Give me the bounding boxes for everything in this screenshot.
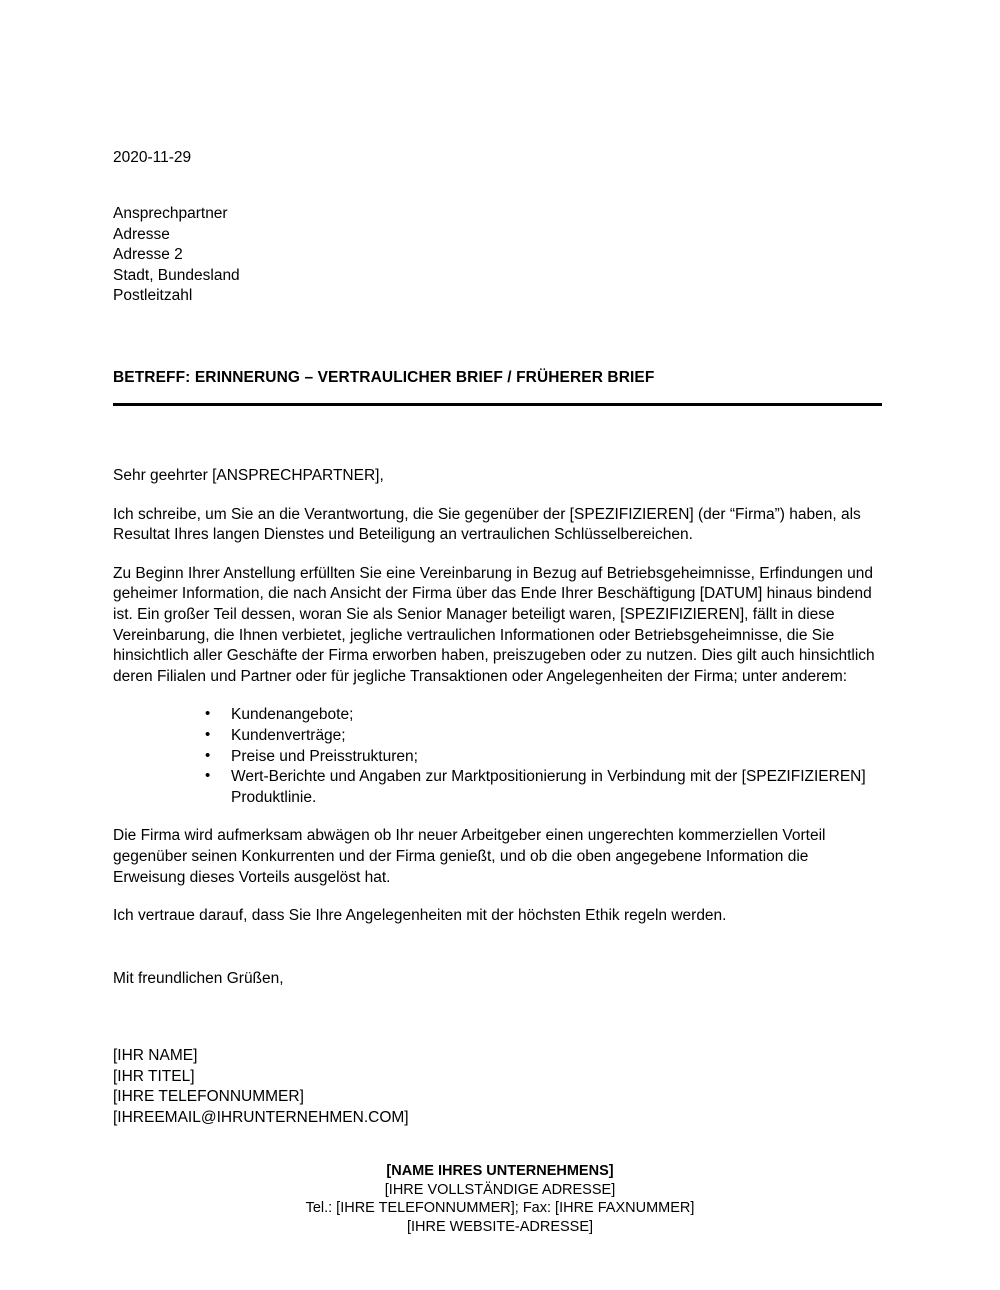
closing-spacer <box>113 945 883 969</box>
letter-date: 2020-11-29 <box>113 149 192 166</box>
footer-company-name: [NAME IHRES UNTERNEHMENS] <box>386 1163 614 1179</box>
letterhead-footer <box>0 1162 1000 1236</box>
recipient-address-block <box>113 204 240 307</box>
subject-block <box>113 368 883 406</box>
footer-website: [IHRE WEBSITE-ADRESSE] <box>406 1218 594 1235</box>
letter-body <box>113 466 883 1007</box>
signature-email: [IHREEMAIL@IHRUNTERNEHMEN.COM] <box>113 1108 409 1126</box>
subject-line: BETREFF: ERINNERUNG – VERTRAULICHER BRIEF / FRÜHERER BRIEF <box>113 369 655 386</box>
body-paragraph: Ich schreibe, um Sie an die Verantwortung, die Sie gegenüber der [SPEZIFIZIEREN] (der “Firma”) haben, als Resultat Ihres langen Dienstes und Beteiligung an vertraulichen Schlüsselbereichen. <box>113 505 861 544</box>
obligations-list <box>113 705 883 808</box>
signature-block <box>113 1046 409 1128</box>
subject-divider <box>113 403 882 406</box>
recipient-line: Stadt, Bundesland <box>113 266 240 284</box>
signature-name: [IHR NAME] <box>113 1047 198 1064</box>
signature-title: [IHR TITEL] <box>113 1067 195 1085</box>
recipient-line: Postleitzahl <box>113 287 193 304</box>
list-item: • Kundenangebote; <box>113 705 883 726</box>
recipient-line: Ansprechpartner <box>113 205 228 222</box>
body-paragraph: Die Firma wird aufmerksam abwägen ob Ihr neuer Arbeitgeber einen ungerechten kommerziellen Vorteil gegenüber seinen Konkurrenten und der Firma genießt, und ob die oben angegebene Information die Erweisung dieses Vorteils ausgelöst hat. <box>113 827 826 886</box>
salutation: Sehr geehrter [ANSPRECHPARTNER], <box>113 467 384 484</box>
list-item: • Kundenverträge; <box>113 726 883 747</box>
closing-line: Mit freundlichen Grüßen, <box>113 969 284 987</box>
signature-phone: [IHRE TELEFONNUMMER] <box>113 1088 304 1106</box>
body-paragraph: Ich vertraue darauf, dass Sie Ihre Angelegenheiten mit der höchsten Ethik regeln werden. <box>113 907 727 925</box>
list-item: • Preise und Preisstrukturen; <box>113 747 883 768</box>
footer-address: [IHRE VOLLSTÄNDIGE ADRESSE] <box>384 1181 616 1198</box>
body-paragraph: Zu Beginn Ihrer Anstellung erfüllten Sie eine Vereinbarung in Bezug auf Betriebsgeheimnisse, Erfindungen und geheimer Information, die nach Ansicht der Firma über das Ende Ihrer Beschäftigung [DATUM] hinaus bindend ist. Ein großer Teil dessen, woran Sie als Senior Manager beteiligt waren, [SPEZIFIZIEREN], fällt in diese Vereinbarung, die Ihnen verbietet, jegliche vertraulichen Informationen oder Betriebsgeheimnisse, die Sie hinsichtlich aller Geschäfte der Firma erworben haben, preiszugeben oder zu nutzen. Dies gilt auch hinsichtlich deren Filialen und Partner oder für jegliche Transaktionen oder Angelegenheiten der Firma; unter anderem: <box>113 564 875 685</box>
recipient-line: Adresse <box>113 225 170 243</box>
list-item: • Wert-Berichte und Angaben zur Marktpositionierung in Verbindung mit der [SPEZIFIZIEREN] Produktlinie. <box>113 767 883 808</box>
recipient-line: Adresse 2 <box>113 246 183 263</box>
footer-contact: Tel.: [IHRE TELEFONNUMMER]; Fax: [IHRE FAXNUMMER] <box>305 1200 695 1216</box>
